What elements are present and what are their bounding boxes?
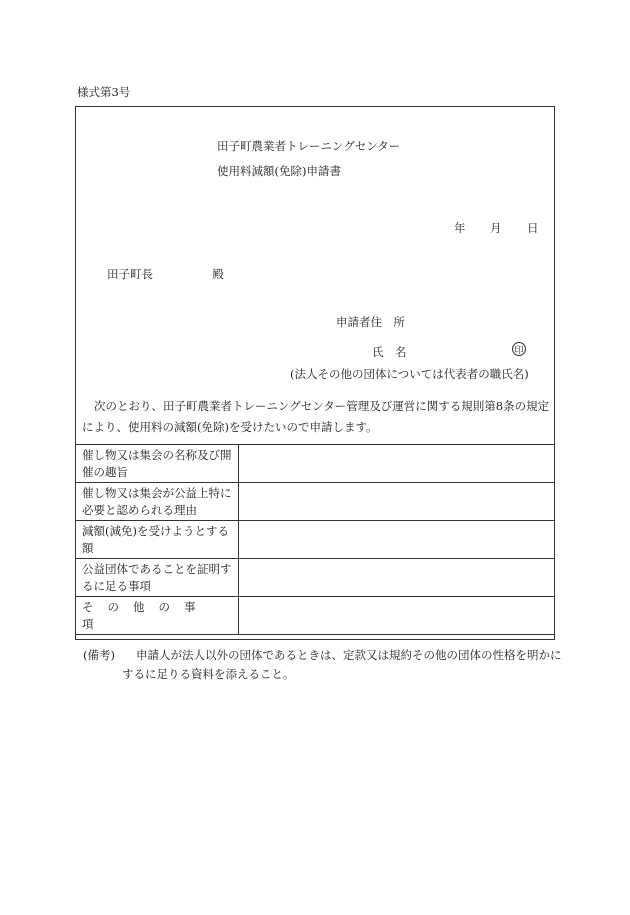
row-value-field[interactable] [239, 445, 555, 483]
addressee-honorific: 殿 [212, 267, 224, 281]
row-label: その他の事項 [76, 597, 239, 635]
application-statement: 次のとおり、田子町農業者トレーニングセンター管理及び運営に関する規則第8条の規定により、使用料の減額(免除)を受けたいので申請します。 [82, 399, 550, 434]
row-value-field[interactable] [239, 483, 555, 521]
row-value-field[interactable] [239, 559, 555, 597]
addressee [107, 266, 224, 282]
date-year: 年 [454, 221, 466, 235]
form-title-document: 使用料減額(免除)申請書 [217, 164, 341, 178]
remarks-line-1: 申請人が法人以外の団体であるときは、定款又は規約その他の団体の性格を明かに [136, 648, 562, 662]
applicant-label: 申請者 [336, 315, 371, 329]
row-label: 催し物又は集会が公益上特に必要と認められる理由 [76, 483, 239, 521]
application-details-table [75, 444, 555, 635]
row-value-field[interactable] [239, 521, 555, 559]
table-row [76, 521, 555, 559]
name-label: 氏 名 [372, 345, 407, 359]
table-row [76, 559, 555, 597]
table-row [76, 445, 555, 483]
row-label: 減額(減免)を受けようとする額 [76, 521, 239, 559]
row-label: 催し物又は集会の名称及び開催の趣旨 [76, 445, 239, 483]
date-month: 月 [490, 221, 502, 235]
row-value-field[interactable] [239, 597, 555, 635]
date-day: 日 [527, 221, 539, 235]
addressee-name: 田子町長 [107, 267, 153, 281]
remarks-tag: (備考) [83, 648, 115, 662]
remarks-line-2: するに足りる資料を添えること。 [122, 667, 295, 681]
form-number: 様式第3号 [77, 85, 131, 99]
applicant-note: (法人その他の団体については代表者の職氏名) [290, 367, 529, 381]
form-title-facility: 田子町農業者トレーニングセンター [217, 139, 401, 153]
address-label: 住 所 [370, 315, 405, 329]
applicant-address-row [336, 314, 405, 330]
table-row [76, 597, 555, 635]
row-label: 公益団体であることを証明するに足る事項 [76, 559, 239, 597]
table-row [76, 483, 555, 521]
seal-mark: 印 [512, 342, 526, 356]
